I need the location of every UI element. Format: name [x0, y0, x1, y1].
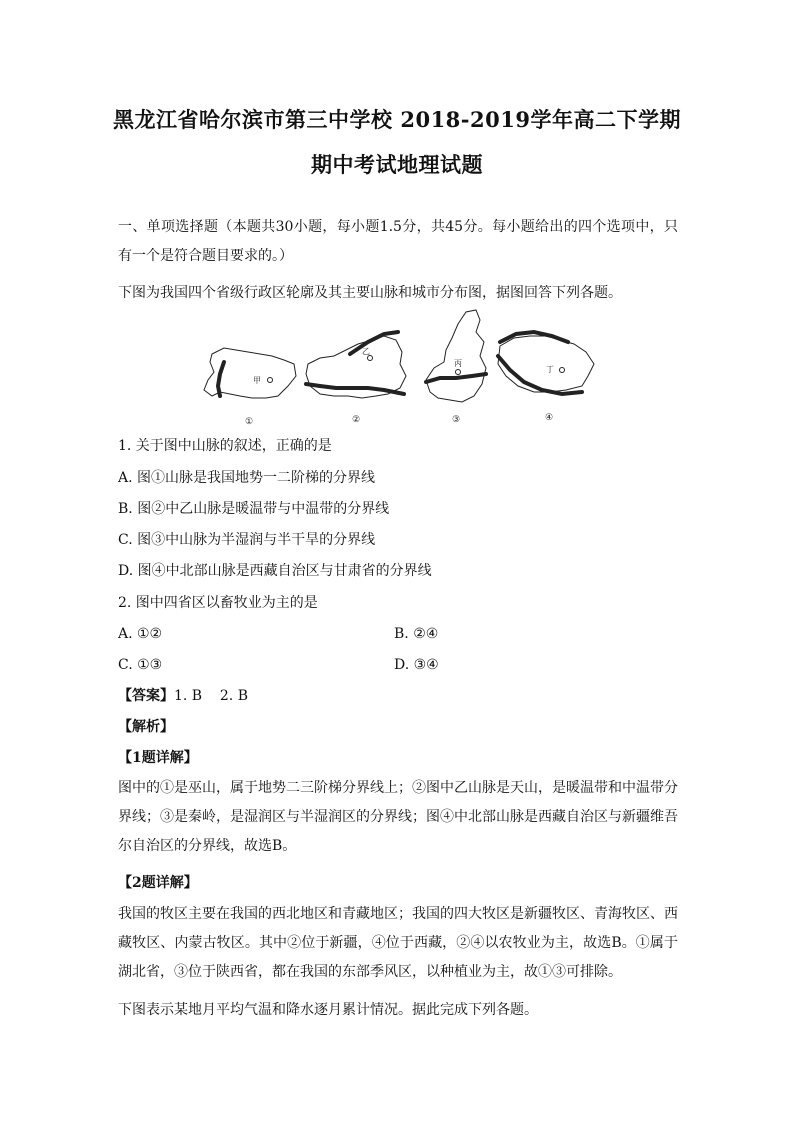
q1-stem: 1. 关于图中山脉的叙述，正确的是: [118, 438, 332, 454]
q2-option-b: B. ②④: [394, 626, 439, 642]
city-label: 甲: [253, 376, 261, 385]
analysis-q2-text: 我国的牧区主要在我国的西北地区和青藏地区；我国的四大牧区是新疆牧区、青海牧区、西藏牧区、内蒙古牧区。其中②位于新疆，④位于西藏，②④以农牧业为主，故选B。①属于湖北省，③位于陕西省，都在我国的东部季风区，以种植业为主，故①③可排除。: [118, 906, 678, 980]
answer-label: 【答案】: [118, 688, 174, 704]
analysis-q1-text: 图中的①是巫山，属于地势二三阶梯分界线上；②图中乙山脉是天山，是暖温带和中温带分界线；③是秦岭，是湿润区与半湿润区的分界线；图④中北部山脉是西藏自治区与新疆维吾尔自治区的分界线，故选B。: [118, 780, 678, 854]
q1-option-d: D. 图④中北部山脉是西藏自治区与甘肃省的分界线: [118, 563, 432, 579]
section-intro: 下图为我国四个省级行政区轮廓及其主要山脉和城市分布图，据图回答下列各题。: [118, 285, 622, 301]
map-1: [204, 348, 296, 398]
map-2: [306, 332, 406, 398]
map-label-4: ④: [545, 413, 554, 423]
map-4: [498, 332, 594, 394]
q1-option-a: A. 图①山脉是我国地势一二阶梯的分界线: [118, 470, 376, 486]
map-3: [426, 310, 486, 402]
map-label-3: ③: [452, 415, 461, 425]
page-subtitle: 期中考试地理试题: [311, 152, 483, 177]
answer-row: [118, 686, 678, 706]
q1-option-c: C. 图③中山脉为半湿润与半干旱的分界线: [118, 532, 376, 548]
next-section-intro: 下图表示某地月平均气温和降水逐月累计情况。据此完成下列各题。: [118, 1002, 538, 1018]
analysis-label: 【解析】: [118, 719, 174, 735]
city-label: 丙: [454, 359, 462, 368]
analysis-q2-label: 【2题详解】: [118, 875, 198, 891]
q2-option-a: A. ①②: [118, 626, 163, 642]
answer-text: 1. B 2. B: [174, 688, 248, 704]
q2-option-d: D. ③④: [394, 657, 439, 673]
map-label-1: ①: [245, 417, 254, 427]
q1-option-b: B. 图②中乙山脉是暖温带与中温带的分界线: [118, 501, 390, 517]
q2-stem: 2. 图中四省区以畜牧业为主的是: [118, 595, 318, 611]
q2-option-c: C. ①③: [118, 657, 163, 673]
section-heading: 一、单项选择题（本题共30小题，每小题1.5分，共45分。每小题给出的四个选项中，只有一个是符合题目要求的。）: [118, 219, 678, 264]
city-label: 丁: [546, 365, 554, 374]
city-label: 乙: [362, 347, 370, 356]
page-title: 黑龙江省哈尔滨市第三中学校 2018-2019学年高二下学期: [113, 107, 681, 132]
analysis-q1-label: 【1题详解】: [118, 750, 198, 766]
map-label-2: ②: [352, 415, 361, 425]
province-outline-figure: [190, 306, 600, 430]
